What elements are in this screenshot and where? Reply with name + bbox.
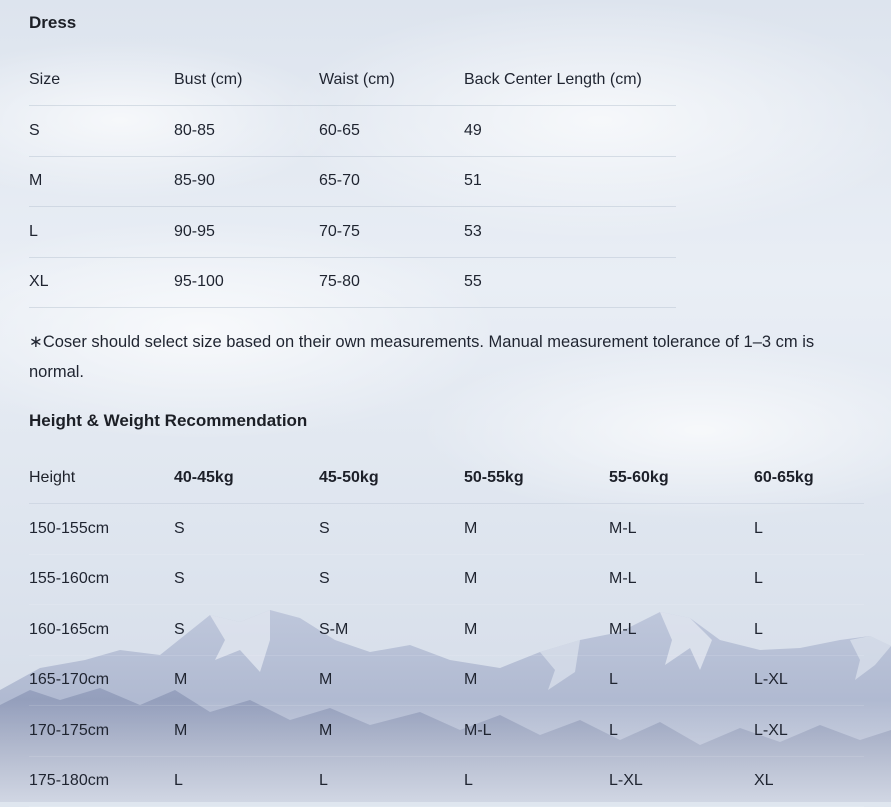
size-cell: L	[609, 706, 754, 757]
size-cell: M	[29, 156, 174, 207]
size-cell: L	[609, 655, 754, 706]
back-length-cell: 49	[464, 106, 676, 157]
size-cell: L-XL	[609, 756, 754, 807]
size-cell: M-L	[464, 706, 609, 757]
height-cell: 160-165cm	[29, 605, 174, 656]
height-cell: 165-170cm	[29, 655, 174, 706]
bust-cell: 95-100	[174, 257, 319, 308]
size-cell: L	[754, 605, 864, 656]
bust-cell: 80-85	[174, 106, 319, 157]
col-weight-50-55: 50-55kg	[464, 453, 609, 504]
size-cell: M	[319, 706, 464, 757]
size-cell: S	[174, 605, 319, 656]
size-cell: M	[464, 605, 609, 656]
size-cell: M	[174, 655, 319, 706]
back-length-cell: 51	[464, 156, 676, 207]
waist-cell: 65-70	[319, 156, 464, 207]
table-row	[29, 106, 676, 157]
size-cell: M-L	[609, 605, 754, 656]
waist-cell: 60-65	[319, 106, 464, 157]
table-row	[29, 706, 864, 757]
table-row	[29, 156, 676, 207]
col-weight-60-65: 60-65kg	[754, 453, 864, 504]
size-cell: XL	[754, 756, 864, 807]
dress-col-back-length: Back Center Length (cm)	[464, 55, 676, 106]
size-cell: M	[464, 504, 609, 555]
height-cell: 170-175cm	[29, 706, 174, 757]
dress-header-row	[29, 55, 676, 106]
recommendation-heading: Height & Weight Recommendation	[29, 411, 308, 430]
col-weight-45-50: 45-50kg	[319, 453, 464, 504]
bust-cell: 85-90	[174, 156, 319, 207]
table-row	[29, 655, 864, 706]
bust-cell: 90-95	[174, 207, 319, 258]
size-cell: L	[754, 554, 864, 605]
size-cell: L	[319, 756, 464, 807]
height-cell: 155-160cm	[29, 554, 174, 605]
size-cell: S	[319, 504, 464, 555]
table-row	[29, 756, 864, 807]
dress-heading: Dress	[29, 13, 77, 32]
size-cell: M-L	[609, 504, 754, 555]
size-cell: XL	[29, 257, 174, 308]
size-cell: S-M	[319, 605, 464, 656]
size-cell: M-L	[609, 554, 754, 605]
table-row	[29, 207, 676, 258]
size-cell: S	[319, 554, 464, 605]
table-row	[29, 257, 676, 308]
col-weight-55-60: 55-60kg	[609, 453, 754, 504]
size-cell: L-XL	[754, 706, 864, 757]
size-cell: M	[464, 655, 609, 706]
size-cell: S	[29, 106, 174, 157]
dress-size-table	[29, 55, 676, 308]
size-cell: S	[174, 504, 319, 555]
recommendation-header-row	[29, 453, 864, 504]
size-cell: L	[464, 756, 609, 807]
dress-col-waist: Waist (cm)	[319, 55, 464, 106]
col-weight-40-45: 40-45kg	[174, 453, 319, 504]
dress-col-bust: Bust (cm)	[174, 55, 319, 106]
table-row	[29, 504, 864, 555]
height-cell: 175-180cm	[29, 756, 174, 807]
back-length-cell: 55	[464, 257, 676, 308]
size-cell: S	[174, 554, 319, 605]
height-cell: 150-155cm	[29, 504, 174, 555]
size-cell: L	[29, 207, 174, 258]
measurement-note: ∗Coser should select size based on their own measurements. Manual measurement tolerance of 1–3 cm is normal.	[29, 333, 815, 381]
table-row	[29, 605, 864, 656]
size-cell: L-XL	[754, 655, 864, 706]
dress-col-size: Size	[29, 55, 174, 106]
col-height: Height	[29, 453, 174, 504]
size-cell: M	[319, 655, 464, 706]
size-cell: L	[754, 504, 864, 555]
back-length-cell: 53	[464, 207, 676, 258]
size-cell: M	[464, 554, 609, 605]
waist-cell: 70-75	[319, 207, 464, 258]
height-weight-table	[29, 453, 864, 807]
size-cell: L	[174, 756, 319, 807]
size-cell: M	[174, 706, 319, 757]
waist-cell: 75-80	[319, 257, 464, 308]
table-row	[29, 554, 864, 605]
